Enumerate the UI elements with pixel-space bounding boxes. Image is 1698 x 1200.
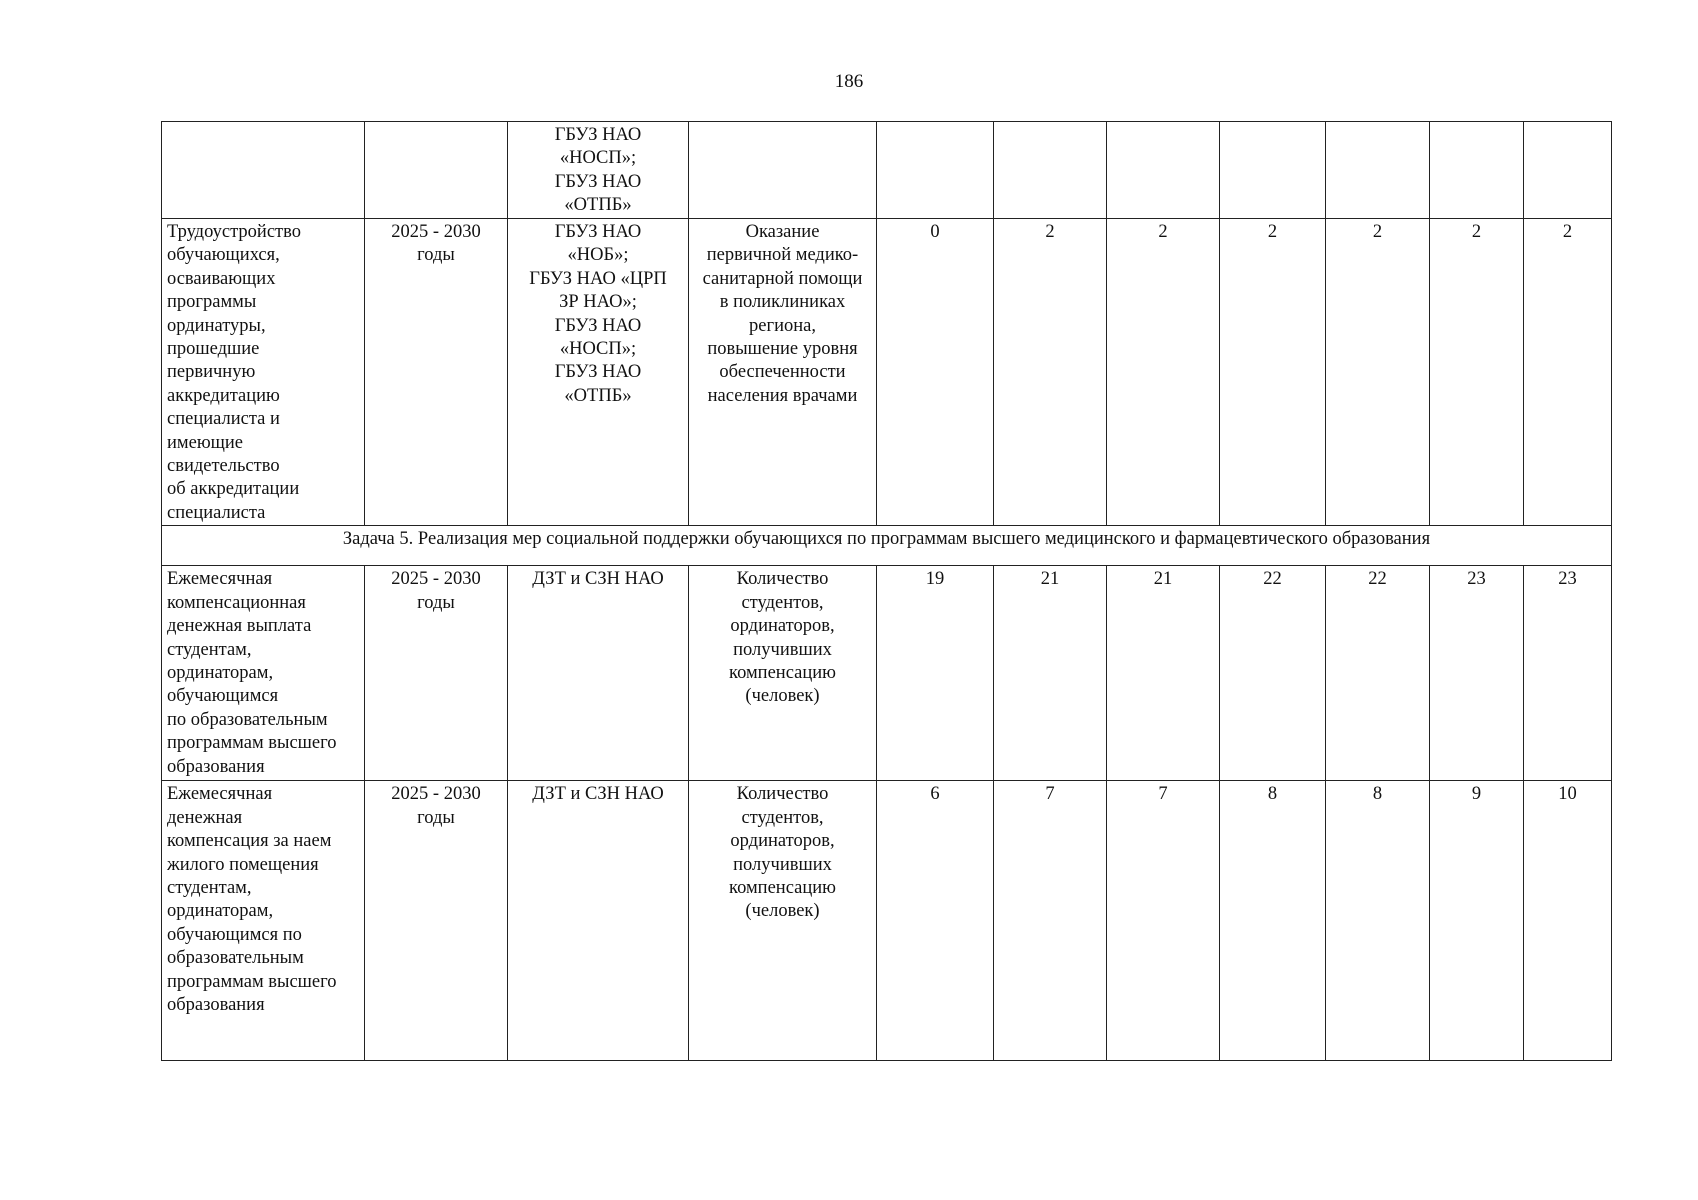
table-row-continuation bbox=[162, 122, 1612, 219]
value-cell: 7 bbox=[1107, 781, 1220, 1061]
responsible-cell: ГБУЗ НАО «НОБ»; ГБУЗ НАО «ЦРП ЗР НАО»; ГБУЗ НАО «НОСП»; ГБУЗ НАО «ОТПБ» bbox=[508, 219, 689, 526]
period-cell: 2025 - 2030 годы bbox=[365, 781, 508, 1061]
value-cell: 23 bbox=[1430, 566, 1524, 781]
responsible-cell: ДЗТ и СЗН НАО bbox=[508, 566, 689, 781]
value-cell: 2 bbox=[994, 219, 1107, 526]
value-cell: 21 bbox=[1107, 566, 1220, 781]
task-heading: Задача 5. Реализация мер социальной поддержки обучающихся по программам высшего медицинского и фармацевтического образования bbox=[162, 526, 1612, 566]
measure-cell: Трудоустройство обучающихся, осваивающих программы ординатуры, прошедшие первичную аккредитацию специалиста и имеющие свидетельство об аккредитации специалиста bbox=[162, 219, 365, 526]
value-cell bbox=[1220, 122, 1326, 219]
value-cell bbox=[1107, 122, 1220, 219]
result-cell: Количество студентов, ординаторов, получивших компенсацию (человек) bbox=[689, 781, 877, 1061]
table-row-task-heading bbox=[162, 526, 1612, 566]
value-cell: 2 bbox=[1430, 219, 1524, 526]
table-row-employment bbox=[162, 219, 1612, 526]
value-cell: 7 bbox=[994, 781, 1107, 1061]
value-cell bbox=[1430, 122, 1524, 219]
value-cell: 9 bbox=[1430, 781, 1524, 1061]
page-number: 186 bbox=[834, 71, 864, 92]
result-cell: Оказание первичной медико- санитарной помощи в поликлиниках региона, повышение уровня обеспеченности населения врачами bbox=[689, 219, 877, 526]
table-row-compensation-payment bbox=[162, 566, 1612, 781]
value-cell bbox=[1326, 122, 1430, 219]
value-cell: 21 bbox=[994, 566, 1107, 781]
measure-cell: Ежемесячная компенсационная денежная выплата студентам, ординаторам, обучающимся по образовательным программам высшего образования bbox=[162, 566, 365, 781]
result-cell bbox=[689, 122, 877, 219]
value-cell: 6 bbox=[877, 781, 994, 1061]
value-cell: 8 bbox=[1220, 781, 1326, 1061]
value-cell: 23 bbox=[1524, 566, 1612, 781]
value-cell: 2 bbox=[1107, 219, 1220, 526]
measure-cell bbox=[162, 122, 365, 219]
value-cell: 22 bbox=[1326, 566, 1430, 781]
value-cell: 2 bbox=[1220, 219, 1326, 526]
result-cell: Количество студентов, ординаторов, получивших компенсацию (человек) bbox=[689, 566, 877, 781]
value-cell: 8 bbox=[1326, 781, 1430, 1061]
table-row-housing-compensation bbox=[162, 781, 1612, 1061]
value-cell: 0 bbox=[877, 219, 994, 526]
value-cell: 2 bbox=[1326, 219, 1430, 526]
period-cell bbox=[365, 122, 508, 219]
value-cell bbox=[1524, 122, 1612, 219]
responsible-cell: ДЗТ и СЗН НАО bbox=[508, 781, 689, 1061]
value-cell: 2 bbox=[1524, 219, 1612, 526]
responsible-cell: ГБУЗ НАО «НОСП»; ГБУЗ НАО «ОТПБ» bbox=[508, 122, 689, 219]
value-cell bbox=[994, 122, 1107, 219]
value-cell: 10 bbox=[1524, 781, 1612, 1061]
period-cell: 2025 - 2030 годы bbox=[365, 566, 508, 781]
measure-cell: Ежемесячная денежная компенсация за наем жилого помещения студентам, ординаторам, обучающимся по образовательным программам высшего образования bbox=[162, 781, 365, 1061]
value-cell: 19 bbox=[877, 566, 994, 781]
value-cell bbox=[877, 122, 994, 219]
program-measures-table bbox=[161, 121, 1612, 1061]
value-cell: 22 bbox=[1220, 566, 1326, 781]
period-cell: 2025 - 2030 годы bbox=[365, 219, 508, 526]
